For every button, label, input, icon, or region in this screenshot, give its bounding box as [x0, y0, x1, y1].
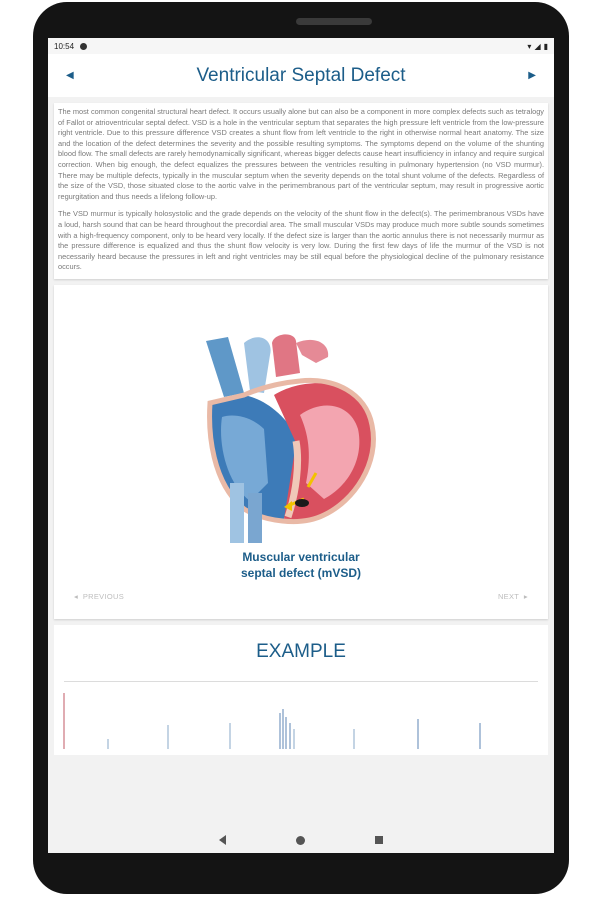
figure-caption-line-2: septal defect (mVSD)	[240, 565, 362, 580]
square-recent-icon[interactable]	[375, 836, 383, 844]
status-icons	[527, 42, 548, 51]
example-title: EXAMPLE	[256, 640, 346, 662]
status-bar	[48, 38, 554, 54]
example-card	[54, 625, 548, 755]
phonocardiogram-waveform	[54, 687, 548, 755]
description-paragraph-2: The VSD murmur is typically holosystolic and the grade depends on the velocity of the shunt flow in the defect(s). The perimembranous VSDs have a loud, harsh sound that can be heard throughout the precordial area. The small muscular VSDs may produce much more subtle sounds sometimes with a high-frequency component, only to be heard very locally. If the defect size is larger than the aortic annulus there is not necessarily murmur as the pressure difference is equalized and thus the shunt flow velocity is very low. During the first few days of life the murmur of the VSD is not necessarily heard because the pressures in left and right ventricles may be still equal before the physiological decline of the pulmonary resistance occurs.	[58, 209, 544, 272]
figure-caption-line-1: Muscular ventricular	[242, 549, 360, 564]
page-title: Ventricular Septal Defect	[196, 64, 406, 86]
screen	[48, 38, 554, 853]
triangle-back-icon[interactable]	[219, 835, 226, 845]
battery-icon: ▮	[543, 41, 548, 51]
back-chevron-icon[interactable]: ◀	[66, 70, 74, 81]
speaker-grille	[296, 18, 372, 25]
signal-icon: ◢	[534, 41, 541, 51]
figure-card	[54, 285, 548, 619]
status-time: 10:54	[54, 41, 75, 51]
notification-icon	[80, 43, 87, 50]
heart-illustration	[204, 333, 380, 543]
previous-button[interactable]	[74, 592, 124, 601]
description-paragraph-1: The most common congenital structural heart defect. It occurs usually alone but can also be a component in more complex defects such as tetralogy of Fallot or atrioventricular septal defect. VSD is a hole in the ventricular septum that separates the high pressure left ventricle from the low-pressure right ventricle. Due to this pressure difference VSD creates a shunt flow from left ventricle to the right in otherwise normal heart anatomy. The size and the location of the defect determines the severity and the possible resulting symptoms. The symptoms depend on the volume of the shunting blood flow. The small defects are rarely hemodynamically significant, whereas bigger defects cause heart insufficiency in infancy and require surgical correction. When big enough, the defect equalizes the pressures between the ventricles resulting in pulmonary hypertension (no VSD murmur). There may be multiple defects, typically in the muscular septum when the severity depends on the total shunt volume of the defects. Regardless of the size of the VSD, those situated close to the aortic valve in the perimembranous part of the ventricular septum, may result in progressive aortic regurgitation and thus needs a lifelong follow-up.	[58, 107, 544, 201]
next-button[interactable]	[498, 592, 528, 601]
description-card	[54, 103, 548, 279]
previous-label: PREVIOUS	[82, 591, 125, 601]
forward-chevron-icon[interactable]: ▶	[528, 70, 536, 81]
system-nav-bar	[48, 827, 554, 853]
next-label: NEXT	[497, 591, 520, 601]
app-bar	[48, 54, 554, 97]
chevron-left-icon: ◂	[74, 591, 83, 601]
scroll-content[interactable]	[48, 97, 554, 827]
figure-caption	[54, 549, 548, 581]
wifi-icon: ▾	[527, 41, 532, 51]
circle-home-icon[interactable]	[296, 836, 305, 845]
figure-pager	[74, 592, 528, 601]
example-divider	[64, 681, 538, 682]
chevron-right-icon: ▸	[519, 591, 528, 601]
